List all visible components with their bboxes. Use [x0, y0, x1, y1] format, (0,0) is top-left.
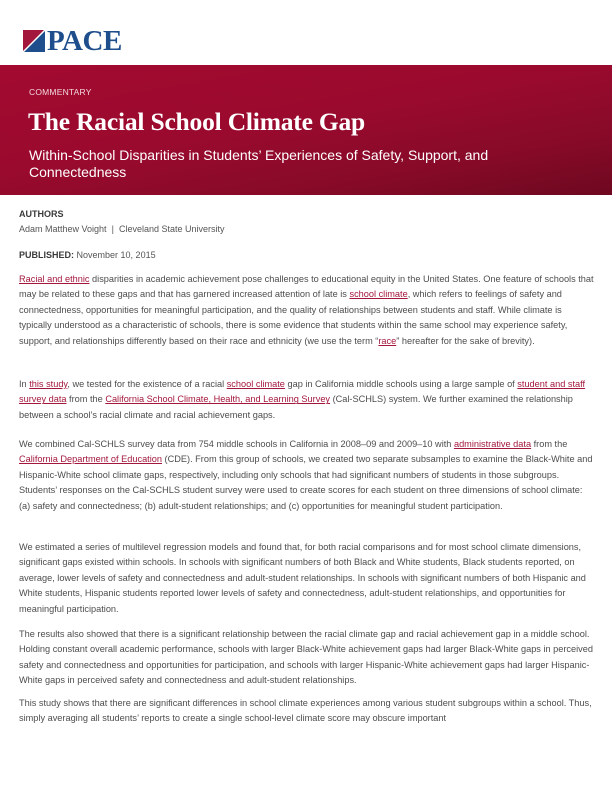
pace-logo-mark-icon	[23, 30, 45, 52]
paragraph-results: The results also showed that there is a significant relationship between the racial climate gap and racial achievement gap in a middle school. Holding constant overall academic performance, schools with larger Black-White achievement gaps had larger Black-White gaps in perceived safety and connectedness and opportunities for participation, and schools with larger Hispanic-White achievement gaps had larger Hispanic-White gaps in perceived safety and connectedness and adult-student relationships.	[19, 629, 593, 686]
paragraph-conclusion: This study shows that there are significant differences in school climate experiences among various student subgroups within a school. Thus, simply averaging all students’ reports to create a single school-level climate score may obscure important	[19, 698, 592, 724]
link-student-staff-survey-data[interactable]: student and staff survey data	[19, 379, 586, 405]
link-cal-schls[interactable]: California School Climate, Health, and Learning Survey	[105, 394, 331, 405]
paragraph-study: In this study, we tested for the existence of a racial school climate gap in California middle schools using a large sample of student and staff survey data from the California School Climate, Health, and Learning Survey (Cal-SCHLS) system. We further examined the relationship between a school’s racial climate and racial achievement gaps.	[19, 379, 586, 420]
page-title: The Racial School Climate Gap	[28, 107, 366, 136]
published-date: November 10, 2015	[76, 250, 156, 260]
paragraph-data: We combined Cal-SCHLS survey data from 754 middle schools in California in 2008–09 and 2009–10 with administrative data from the California Department of Education (CDE). From this group of schools, we created two separate subsamples to examine the Black-White and Hispanic-White school climate gaps, respectively, including only schools that had significant numbers of students in those subgroups. Students’ responses on the Cal-SCHLS student survey were used to create scores for each student on three dimensions of school climate: (a) safety and connectedness; (b) adult-student relationships; and (c) opportunities for meaningful student participation.	[19, 439, 593, 511]
author-affiliation: Cleveland State University	[118, 224, 225, 234]
author-line	[19, 224, 225, 234]
hero-banner	[0, 65, 612, 195]
published-label: PUBLISHED:	[19, 250, 75, 260]
page-subtitle: Within-School Disparities in Students’ Experiences of Safety, Support, and Connectedness	[29, 147, 489, 180]
pace-logo[interactable]	[23, 25, 122, 57]
paragraph-findings: We estimated a series of multilevel regression models and found that, for both racial comparisons and for most school climate dimensions, significant gaps existed within schools. In schools with significant numbers of both Black and White students, Black students reported, on average, lower levels of safety and connectedness and adult-student relationships. In schools with significant numbers of both Hispanic and White students, Hispanic students reported lower levels of safety and connectedness, adult-student relationships, and opportunities for meaningful participation.	[19, 542, 586, 614]
paragraph-intro: Racial and ethnic disparities in academic achievement pose challenges to educational equity in the United States. One feature of schools that may be related to these gaps and that has garnered increased attention of late is school climate, which refers to feelings of safety and connectedness, opportunities for meaningful participation, and the quality of relationships between students and staff. While climate is typically understood as a characteristic of schools, there is some evidence that students within the same school may experience safety, support, and relationships differently based on their race and ethnicity (we use the term “race” hereafter for the sake of brevity).	[19, 274, 594, 346]
link-race[interactable]: race	[378, 335, 397, 346]
link-school-climate[interactable]: school climate	[349, 289, 408, 300]
author-separator: |	[111, 224, 114, 234]
authors-heading: AUTHORS	[19, 209, 64, 219]
document-type-label: COMMENTARY	[29, 87, 92, 97]
link-administrative-data[interactable]: administrative data	[453, 439, 532, 449]
link-this-study[interactable]: this study	[29, 379, 68, 389]
author-name: Adam Matthew Voight	[19, 224, 107, 234]
link-california-department-of-education[interactable]: California Department of Education	[19, 454, 162, 465]
link-racial-and-ethnic[interactable]: Racial and ethnic	[19, 274, 90, 284]
pace-logo-text: PACE	[47, 25, 122, 57]
published-line	[19, 250, 156, 260]
link-school-climate-2[interactable]: school climate	[226, 379, 285, 389]
